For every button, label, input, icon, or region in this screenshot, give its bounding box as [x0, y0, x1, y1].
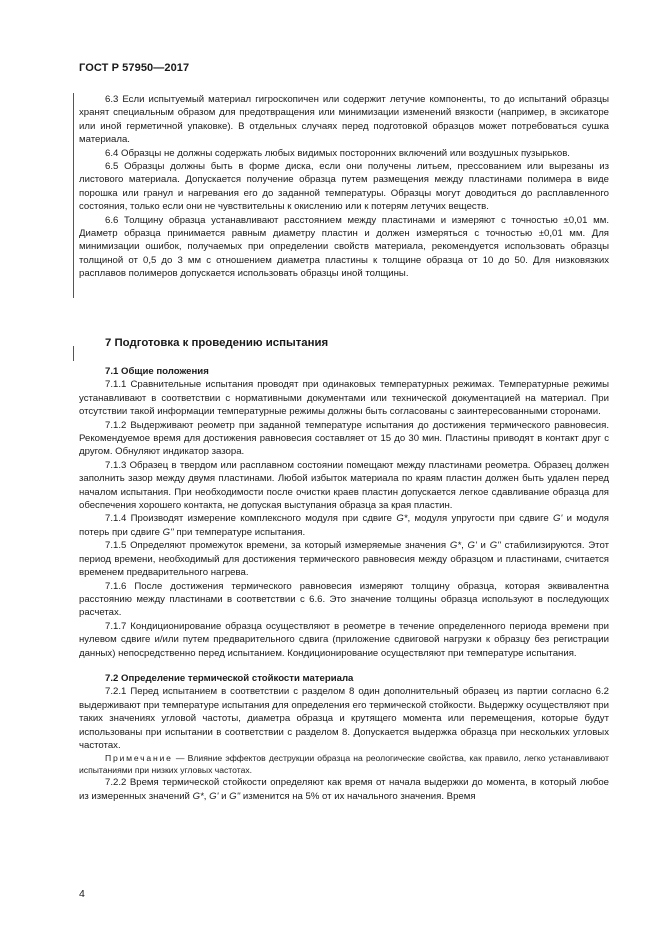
paragraph-6-3: 6.3 Если испытуемый материал гигроскопичен или содержит летучие компоненты, то до испытаний образцы хранят специальным образом для предотвращения или минимизации изменений вязкости (например, в эксикаторе или иной герметичной упаковке). В отдельных случаях перед подготовкой образцов может потребоваться сушка материала. [79, 94, 609, 146]
paragraph-7-1-5: 7.1.5 Определяют промежуток времени, за который измеряемые значения G*, G' и G'' стабилизируются. Этот период времени, необходимый для достижения термического равновесия между образцом и пластинами, считается временем предварительного нагрева. [79, 540, 609, 579]
subsection-7-2-title: 7.2 Определение термической стойкости материала [105, 672, 354, 684]
clause-6-continuation [79, 93, 609, 281]
note-label: Примечание [105, 753, 173, 764]
paragraph-7-2-1: 7.2.1 Перед испытанием в соответствии с разделом 8 один дополнительный образец из партии согласно 6.2 выдерживают при температуре испытания для определения его термической стойкости. Выдержку осуществляют при таких значениях угловой частоты, диаметра образца и крутящего момента или перемещения, которые будут использованы при испытании в соответствии с разделом 8. Допускается выдержка образца при нескольких угловых частотах. [79, 686, 609, 751]
paragraph-6-4: 6.4 Образцы не должны содержать любых видимых посторонних включений или воздушных пузырьков. [105, 147, 570, 159]
paragraph-7-2-2: 7.2.2 Время термической стойкости определяют как время от начала выдержки до момента, в который любое из измеренных значений G*, G' и G'' изменится на 5% от их начального значения. Время [79, 777, 609, 802]
paragraph-7-1-6: 7.1.6 После достижения термического равновесия измеряют толщину образца, которая эквивалентна расстоянию между пластинами в соответствии с 6.6. Это значение толщины образца используют в последующих расчетах. [79, 580, 609, 619]
revision-bar [73, 346, 74, 361]
note: Примечание — Влияние эффектов деструкции образца на реологические свойства, как правило, легко устанавливают испытаниями при низких угловых частотах. [79, 753, 609, 776]
paragraph-7-1-2: 7.1.2 Выдерживают реометр при заданной температуре испытания до достижения термического равновесия. Рекомендуемое время для достижения равновесия составляет от 15 до 30 мин. Пластины приводят в контакт друг с другом. Обнуляют индикатор зазора. [79, 419, 609, 458]
revision-bar [73, 93, 74, 298]
section-title: 7 Подготовка к проведению испытания [105, 337, 329, 349]
paragraph-7-1-3: 7.1.3 Образец в твердом или расплавном состоянии помещают между пластинами реометра. Образец должен заполнить зазор между двумя пластинами. Любой избыток материала по краям пластин должен быть удален перед началом испытания. При необходимости после очистки краев пластин допускается легкое сдавливание образца для обеспечения хорошего контакта, не допуская выступания образца за края пластин. [79, 459, 609, 512]
paragraph-7-1-7: 7.1.7 Кондиционирование образца осуществляют в реометре в течение определенного периода времени при нулевом сдвиге и/или путем предварительного сдвига (приложение сдвиговой нагрузки к образцу без регистрации данных) непосредственно перед испытанием. Кондиционирование осуществляют при температуре испытания. [79, 620, 609, 659]
paragraph-7-1-4: 7.1.4 Производят измерение комплексного модуля при сдвиге G*, модуля упругости при сдвиге G' и модуля потерь при сдвиге G'' при температуре испытания. [79, 513, 609, 538]
standard-code-header: ГОСТ Р 57950—2017 [79, 62, 190, 74]
page-number: 4 [79, 888, 85, 900]
paragraph-6-5: 6.5 Образцы должны быть в форме диска, если они получены литьем, прессованием или вырезаны из листового материала. Допускается получение образца путем размещения между пластинами полимера в виде порошка или гранул и нагревания его до заданной температуры. Образцы могут доводиться до расплавленного состояния, только если они не чувствительны к окислению или к потерям летучих веществ. [79, 161, 609, 213]
paragraph-6-6: 6.6 Толщину образца устанавливают расстоянием между пластинами и измеряют с точностью ±0,01 мм. Диаметр образца принимается равным диаметру пластин и должен измеряться с точностью ±0,01 мм. Для минимизации ошибок, получаемых при определении свойств материала, рекомендуется использовать образцы толщиной от 0,5 до 3 мм с отношением диаметра пластины к толщине образца от 10 до 50. Для низковязких расплавов полимеров допускается использовать образцы иной толщины. [79, 214, 609, 280]
section-7 [79, 336, 609, 803]
subsection-7-1-title: 7.1 Общие положения [105, 366, 209, 377]
paragraph-7-1-1: 7.1.1 Сравнительные испытания проводят при одинаковых температурных режимах. Температурные режимы устанавливают в соответствии с нормативными документами или технической документацией на материал. При отсутствии такой информации температурные режимы должны быть согласованы с заинтересованными сторонами. [79, 379, 609, 418]
